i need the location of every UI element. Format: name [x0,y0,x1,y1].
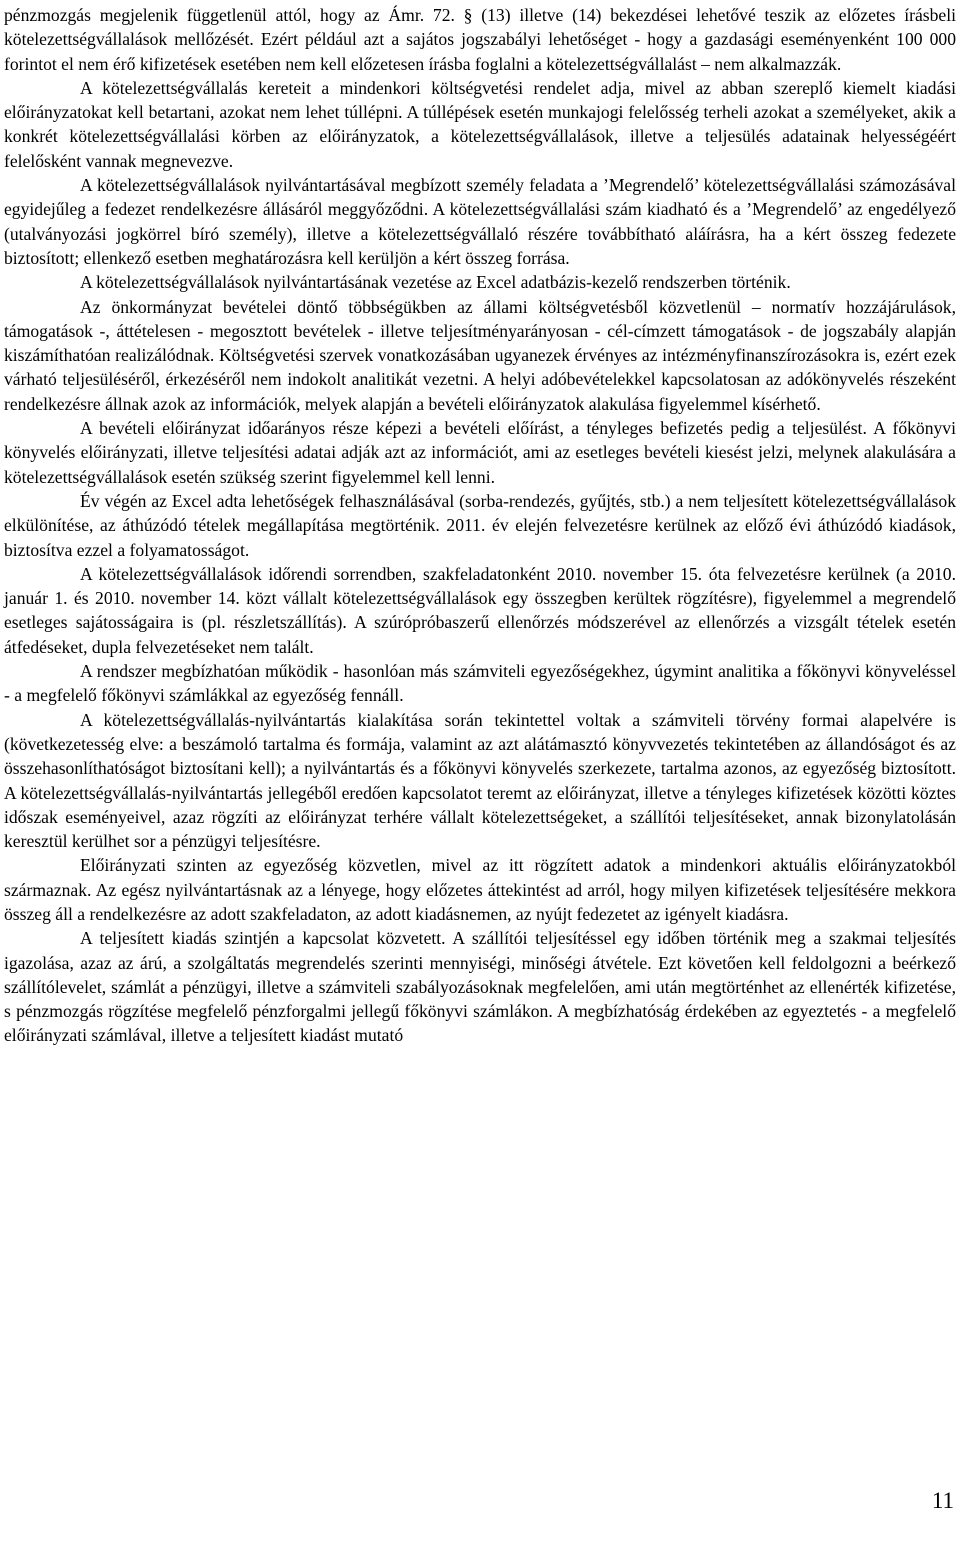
paragraph-2: A kötelezettségvállalás kereteit a mindenkori költségvetési rendelet adja, mivel az abban szereplő kiemelt kiadási előirányzatokat kell betartani, azokat nem lehet túllépni. A túllépések esetén munkajogi felelősség terheli azokat a személyeket, akik a konkrét kötelezettségvállalási körben az előirányzatok, a kötelezettségvállalások, illetve a teljesülés adatainak helyességéért felelősként vannak megnevezve. [4,77,956,171]
paragraph-7: Év végén az Excel adta lehetőségek felhasználásával (sorba-rendezés, gyűjtés, stb.) a nem teljesített kötelezettségvállalások elkülönítése, az áthúzódó tételek megállapítása megtörténik. 2011. év elején felvezetésre kerülnek az előző évi áthúzódó kiadások, biztosítva ezzel a folyamatosságot. [4,490,956,560]
paragraph-3: A kötelezettségvállalások nyilvántartásával megbízott személy feladata a ’Megrendelő’ kötelezettségvállalási számozásával egyidejűleg a fedezet rendelkezésre állásáról meggyőződni. A kötelezettségvállalási szám kiadható és a ’Megrendelő’ az engedélyező (utalványozási jogkörrel bíró személy), illetve a kötelezettségvállaló részére továbbítható aláírásra, ha a kért összeg fedezete biztosított; ellenkező esetben meghatározásra kell kerüljön a kért összeg forrása. [4,175,956,268]
paragraph-11: Előirányzati szinten az egyezőség közvetlen, mivel az itt rögzített adatok a mindenkori aktuális előirányzatokból származnak. Az egész nyilvántartásnak az a lényege, hogy előzetes áttekintést ad arról, hogy milyen kifizetések teljesítésére mekkora összeg áll a rendelkezésre az adott szakfeladaton, az adott kiadásnemen, az nyújt fedezetet az igényelt kiadásra. [4,855,956,924]
paragraph-12: A teljesített kiadás szintjén a kapcsolat közvetett. A szállítói teljesítéssel egy időben történik meg a szakmai teljesítés igazolása, azaz az árú, a szolgáltatás megrendelés szerinti mennyiségi, minőségi átvétele. Ezt követően kell feldolgozni a beérkező szállítólevelet, számlát a pénzügyi, illetve a számviteli szabályozásoknak megfelelően, ami után megtörténhet az ellenérték kifizetése, s pénzmozgás rögzítése megfelelő pénzforgalmi jellegű főkönyvi számlákon. A megbízhatóság érdekében az egyeztetés - a megfelelő előirányzati számlával, illetve a teljesített kiadást mutató [4,928,956,1046]
paragraph-8: A kötelezettségvállalások időrendi sorrendben, szakfeladatonként 2010. november 15. óta felvezetésre kerülnek (a 2010. január 1. és 2010. november 14. közt vállalt kötelezettségvállalások egy összegben kerültek rögzítésre), figyelemmel a megrendelő esetleges sajátosságaira is (pl. részletszállítás). A szúrópróbaszerű ellenőrzés módszerével az ellenőrzés a vizsgált tételek esetén átfedéseket, dupla felvezetéseket nem talált. [4,563,956,657]
document-body [4,3,956,1048]
paragraph-9: A rendszer megbízhatóan működik - hasonlóan más számviteli egyezőségekhez, úgymint analitika a főkönyvi könyveléssel - a megfelelő főkönyvi számlákkal az egyezőség fennáll. [4,661,956,706]
paragraph-1: pénzmozgás megjelenik függetlenül attól, hogy az Ámr. 72. § (13) illetve (14) bekezdései lehetővé teszik az előzetes írásbeli kötelezettségvállalások mellőzését. Ezért például azt a sajátos jogszabályi lehetőséget - hogy a gazdasági eseményenként 100 000 forintot el nem érő kifizetések esetében nem kell előzetesen írásba foglalni a kötelezettségvállalást – nem alkalmazzák. [4,5,956,74]
page-number: 11 [931,1488,954,1513]
paragraph-10: A kötelezettségvállalás-nyilvántartás kialakítása során tekintettel voltak a számviteli törvény formai alapelvére is (következetesség elve: a beszámoló tartalma és formája, valamint az azt alátámasztó könyvvezetés tekintetében az állandóságot és az összehasonlíthatóságot biztosítani kell); a nyilvántartás és a főkönyvi könyvelés szerkezete, tartalma azonos, az egyezőség biztosított. A kötelezettségvállalás-nyilvántartás jellegéből eredően kapcsolatot teremt az előirányzat, illetve a tényleges kifizetések közötti köztes időszak eseményeivel, azaz rögzíti az előirányzat terhére vállalt kötelezettségeket, a szállítói teljesítéseket, annak bizonylatolásán keresztül kerülhet sor a pénzügyi teljesítésre. [4,709,956,852]
paragraph-4: A kötelezettségvállalások nyilvántartásának vezetése az Excel adatbázis-kezelő rendszerben történik. [80,272,791,293]
paragraph-5: Az önkormányzat bevételei döntő többségükben az állami költségvetésből közvetlenül – normatív hozzájárulások, támogatások -, áttételesen - megosztott bevételek - illetve teljesítményarányosan - cél-címzett támogatások - de jogszabály alapján kiszámíthatóan realizálódnak. Költségvetési szervek vonatkozásában ugyanezek érvényes az intézményfinanszírozásokra is, ezért ezek várható teljesüléséről, érkezéséről nem indokolt analitikát vezetni. A helyi adóbevételekkel kapcsolatosan az adókönyvelés részeként rendelkezésre állnak azok az információk, melyek alapján a bevételi előirányzatok alakulása figyelemmel kísérhető. [4,296,956,414]
paragraph-6: A bevételi előirányzat időarányos része képezi a bevételi előírást, a tényleges befizetés pedig a teljesülést. A főkönyvi könyvelés előirányzati, illetve teljesítési adatai adják azt az információt, ami az esetleges bevételi kiesést jelzi, melynek alakulására a kötelezettségvállalások esetén szükség szerint figyelemmel kell lenni. [4,418,956,487]
